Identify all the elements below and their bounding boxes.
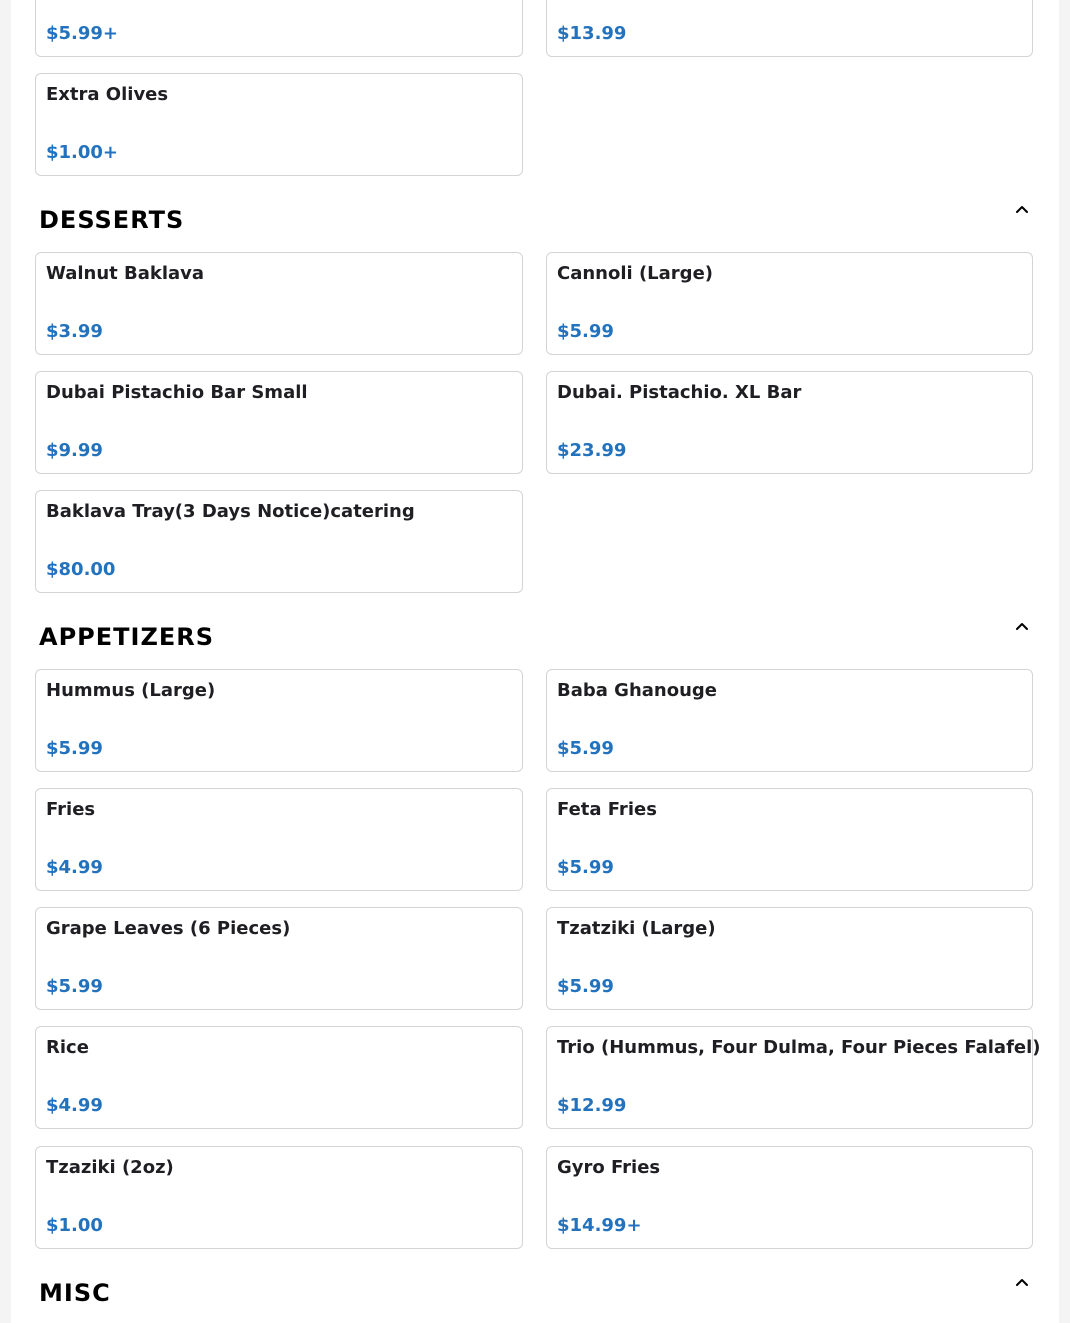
menu-item-price: $4.99 — [46, 1095, 103, 1116]
menu-item-card[interactable] — [35, 907, 523, 1010]
menu-item-price: $4.99 — [46, 857, 103, 878]
menu-item-price: $80.00 — [46, 559, 116, 580]
menu-item-name: Hummus (Large) — [46, 680, 216, 701]
menu-item-card[interactable] — [35, 669, 523, 772]
menu-item-name: Trio (Hummus, Four Dulma, Four Pieces Falafel) — [557, 1037, 1041, 1058]
menu-item-price: $5.99 — [557, 738, 614, 759]
menu-item-price: $13.99 — [557, 23, 627, 44]
menu-item-card[interactable] — [35, 73, 523, 176]
menu-item-name: Feta Fries — [557, 799, 657, 820]
menu-item-name: Rice — [46, 1037, 89, 1058]
menu-item-price: $1.00+ — [46, 142, 119, 163]
menu-item-name: Grape Leaves (6 Pieces) — [46, 918, 291, 939]
menu-item-price: $5.99 — [557, 976, 614, 997]
menu-item-card[interactable] — [546, 252, 1033, 355]
section-title: DESSERTS — [39, 206, 185, 234]
chevron-up-icon[interactable] — [1013, 617, 1031, 635]
menu-item-name: Cannoli (Large) — [557, 263, 713, 284]
menu-item-card[interactable] — [546, 907, 1033, 1010]
menu-item-card[interactable] — [546, 1146, 1033, 1249]
menu-item-card[interactable] — [35, 1026, 523, 1129]
menu-item-name: Baba Ghanouge — [557, 680, 717, 701]
menu-item-price: $5.99 — [557, 857, 614, 878]
menu-item-price: $5.99 — [557, 321, 614, 342]
menu-item-price: $12.99 — [557, 1095, 627, 1116]
menu-item-name: Dubai Pistachio Bar Small — [46, 382, 308, 403]
menu-item-card[interactable] — [35, 252, 523, 355]
menu-item-card[interactable] — [35, 788, 523, 891]
menu-item-price: $23.99 — [557, 440, 627, 461]
menu-item-card[interactable] — [35, 490, 523, 593]
menu-item-card[interactable] — [35, 371, 523, 474]
section-header-misc[interactable] — [35, 1273, 1033, 1313]
section-header-desserts[interactable] — [35, 200, 1033, 240]
menu-item-price: $14.99+ — [557, 1215, 642, 1236]
section-title: APPETIZERS — [39, 623, 215, 651]
chevron-up-icon[interactable] — [1013, 1273, 1031, 1291]
menu-item-card[interactable] — [546, 371, 1033, 474]
menu-item-price: $5.99 — [46, 738, 103, 759]
section-title: MISC — [39, 1279, 111, 1307]
menu-item-card[interactable] — [546, 0, 1033, 57]
menu-item-card[interactable] — [546, 669, 1033, 772]
menu-item-price: $5.99 — [46, 976, 103, 997]
menu-item-price: $5.99+ — [46, 23, 119, 44]
menu-item-price: $3.99 — [46, 321, 103, 342]
menu-item-name: Gyro Fries — [557, 1157, 661, 1178]
menu-item-name: Walnut Baklava — [46, 263, 205, 284]
menu-page — [11, 0, 1059, 1323]
menu-item-card[interactable] — [35, 0, 523, 57]
menu-item-name: Baklava Tray(3 Days Notice)catering — [46, 501, 415, 522]
menu-item-card[interactable] — [546, 1026, 1041, 1129]
menu-item-price: $9.99 — [46, 440, 103, 461]
menu-item-name: Fries — [46, 799, 96, 820]
section-header-appetizers[interactable] — [35, 617, 1033, 657]
menu-item-card[interactable] — [546, 788, 1033, 891]
menu-item-name: Tzaziki (2oz) — [46, 1157, 174, 1178]
menu-item-name: Dubai. Pistachio. XL Bar — [557, 382, 802, 403]
menu-item-card[interactable] — [35, 1146, 523, 1249]
menu-item-name: Tzatziki (Large) — [557, 918, 716, 939]
menu-item-name: Extra Olives — [46, 84, 169, 105]
menu-item-price: $1.00 — [46, 1215, 103, 1236]
chevron-up-icon[interactable] — [1013, 200, 1031, 218]
